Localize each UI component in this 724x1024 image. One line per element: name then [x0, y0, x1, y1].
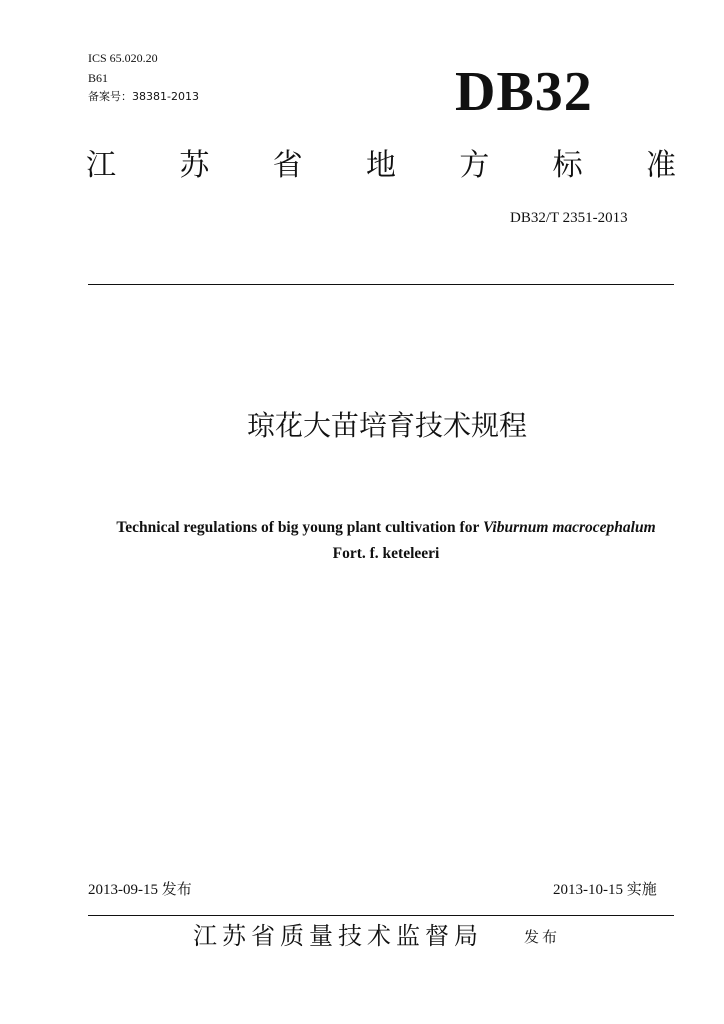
- top-divider: [88, 284, 674, 285]
- implement-date: [553, 878, 657, 899]
- english-title-line2: Fort. f. keteleeri: [332, 545, 440, 562]
- standard-logo: DB32: [455, 61, 593, 123]
- heading-char: 省: [272, 148, 303, 183]
- issue-date-label: 发布: [161, 880, 192, 898]
- issue-date: [88, 878, 192, 899]
- filing-number: 备案号：38381-2013: [88, 90, 199, 103]
- standard-number: DB32/T 2351-2013: [510, 210, 628, 226]
- heading-char: 标: [552, 148, 583, 183]
- implement-date-label: 实施: [626, 880, 657, 898]
- heading-char: 江: [86, 148, 116, 183]
- classification-code: B61: [88, 71, 109, 85]
- english-title: [84, 515, 688, 567]
- heading-char: 苏: [179, 148, 210, 183]
- issuer-suffix: 发布: [524, 928, 561, 946]
- ics-code: ICS 65.020.20: [88, 51, 158, 65]
- issuer-name: 江苏省质量技术监督局: [193, 922, 483, 950]
- implement-date-value: 2013-10-15: [553, 882, 623, 898]
- english-title-part: Technical regulations of big young plant cultivation for: [116, 519, 483, 536]
- heading-char: 地: [365, 148, 396, 183]
- heading-char: 准: [645, 148, 676, 183]
- english-title-species: Viburnum macrocephalum: [482, 519, 656, 536]
- chinese-title: 琼花大苗培育技术规程: [246, 409, 527, 442]
- bottom-divider: [88, 915, 674, 916]
- issue-date-value: 2013-09-15: [88, 882, 158, 898]
- local-standard-heading: [86, 148, 676, 184]
- heading-char: 方: [459, 148, 490, 183]
